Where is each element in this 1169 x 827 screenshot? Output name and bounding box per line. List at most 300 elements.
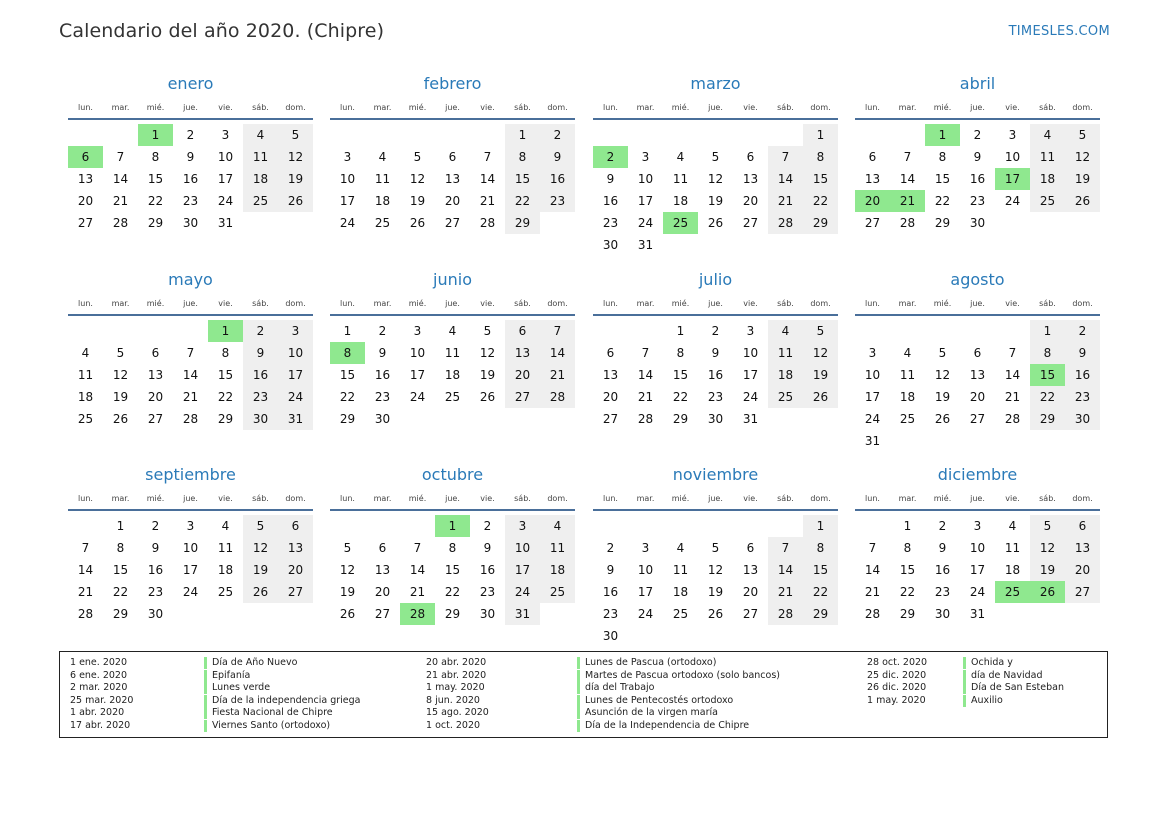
day-cell[interactable]: 25 [217,585,234,599]
day-cell[interactable]: 25 [243,190,278,212]
day-cell[interactable]: 28 [768,212,803,234]
day-cell[interactable]: 10 [409,346,426,360]
day-cell[interactable]: 30 [479,607,496,621]
day-cell[interactable]: 1 [435,515,470,537]
day-cell[interactable]: 17 [995,168,1030,190]
day-cell[interactable]: 14 [409,563,426,577]
day-cell[interactable]: 22 [672,390,689,404]
day-cell[interactable]: 15 [672,368,689,382]
day-cell[interactable]: 29 [147,216,164,230]
day-cell[interactable]: 22 [899,585,916,599]
day-cell[interactable]: 31 [505,603,540,625]
day-cell[interactable]: 6 [746,541,755,555]
day-cell[interactable]: 11 [444,346,461,360]
day-cell[interactable]: 12 [409,172,426,186]
day-cell[interactable]: 19 [707,194,724,208]
day-cell[interactable]: 20 [855,190,890,212]
day-cell[interactable]: 27 [444,216,461,230]
day-cell[interactable]: 20 [742,585,759,599]
day-cell[interactable]: 25 [1030,190,1065,212]
day-cell[interactable]: 15 [803,559,838,581]
day-cell[interactable]: 18 [217,563,234,577]
day-cell[interactable]: 23 [243,386,278,408]
day-cell[interactable]: 19 [409,194,426,208]
day-cell[interactable]: 15 [339,368,356,382]
day-cell[interactable]: 12 [1065,146,1100,168]
day-cell[interactable]: 28 [400,603,435,625]
day-cell[interactable]: 23 [147,585,164,599]
day-cell[interactable]: 5 [1030,515,1065,537]
day-cell[interactable]: 7 [641,346,650,360]
day-cell[interactable]: 21 [768,581,803,603]
day-cell[interactable]: 2 [483,519,492,533]
day-cell[interactable]: 7 [540,320,575,342]
day-cell[interactable]: 19 [243,559,278,581]
day-cell[interactable]: 24 [278,386,313,408]
day-cell[interactable]: 8 [903,541,912,555]
day-cell[interactable]: 20 [147,390,164,404]
day-cell[interactable]: 10 [505,537,540,559]
day-cell[interactable]: 14 [479,172,496,186]
day-cell[interactable]: 30 [602,238,619,252]
day-cell[interactable]: 28 [77,607,94,621]
day-cell[interactable]: 23 [182,194,199,208]
day-cell[interactable]: 17 [505,559,540,581]
day-cell[interactable]: 26 [243,581,278,603]
day-cell[interactable]: 1 [803,124,838,146]
day-cell[interactable]: 3 [868,346,877,360]
day-cell[interactable]: 16 [602,585,619,599]
day-cell[interactable]: 8 [448,541,457,555]
day-cell[interactable]: 23 [374,390,391,404]
day-cell[interactable]: 14 [1004,368,1021,382]
day-cell[interactable]: 27 [77,216,94,230]
day-cell[interactable]: 25 [374,216,391,230]
day-cell[interactable]: 4 [1030,124,1065,146]
day-cell[interactable]: 24 [505,581,540,603]
day-cell[interactable]: 10 [864,368,881,382]
day-cell[interactable]: 23 [1065,386,1100,408]
day-cell[interactable]: 5 [278,124,313,146]
day-cell[interactable]: 11 [217,541,234,555]
day-cell[interactable]: 22 [803,190,838,212]
day-cell[interactable]: 25 [672,607,689,621]
day-cell[interactable]: 19 [707,585,724,599]
day-cell[interactable]: 20 [1065,559,1100,581]
day-cell[interactable]: 13 [742,563,759,577]
day-cell[interactable]: 5 [413,150,422,164]
day-cell[interactable]: 5 [711,150,720,164]
day-cell[interactable]: 7 [81,541,90,555]
day-cell[interactable]: 8 [151,150,160,164]
day-cell[interactable]: 5 [243,515,278,537]
day-cell[interactable]: 4 [676,150,685,164]
day-cell[interactable]: 20 [374,585,391,599]
day-cell[interactable]: 6 [746,150,755,164]
day-cell[interactable]: 5 [116,346,125,360]
day-cell[interactable]: 8 [676,346,685,360]
day-cell[interactable]: 10 [742,346,759,360]
day-cell[interactable]: 5 [343,541,352,555]
day-cell[interactable]: 22 [803,581,838,603]
day-cell[interactable]: 22 [934,194,951,208]
day-cell[interactable]: 13 [374,563,391,577]
day-cell[interactable]: 23 [969,194,986,208]
day-cell[interactable]: 3 [186,519,195,533]
day-cell[interactable]: 9 [938,541,947,555]
day-cell[interactable]: 4 [676,541,685,555]
day-cell[interactable]: 13 [77,172,94,186]
day-cell[interactable]: 26 [479,390,496,404]
day-cell[interactable]: 11 [540,537,575,559]
day-cell[interactable]: 8 [116,541,125,555]
day-cell[interactable]: 28 [479,216,496,230]
day-cell[interactable]: 19 [479,368,496,382]
day-cell[interactable]: 26 [278,190,313,212]
day-cell[interactable]: 15 [505,168,540,190]
day-cell[interactable]: 9 [1065,342,1100,364]
day-cell[interactable]: 25 [540,581,575,603]
day-cell[interactable]: 25 [899,412,916,426]
day-cell[interactable]: 6 [868,150,877,164]
day-cell[interactable]: 30 [147,607,164,621]
day-cell[interactable]: 6 [378,541,387,555]
day-cell[interactable]: 21 [479,194,496,208]
day-cell[interactable]: 9 [606,172,615,186]
day-cell[interactable]: 10 [339,172,356,186]
day-cell[interactable]: 3 [641,150,650,164]
day-cell[interactable]: 28 [182,412,199,426]
day-cell[interactable]: 3 [278,320,313,342]
day-cell[interactable]: 30 [243,408,278,430]
day-cell[interactable]: 18 [374,194,391,208]
day-cell[interactable]: 7 [116,150,125,164]
day-cell[interactable]: 12 [112,368,129,382]
day-cell[interactable]: 4 [448,324,457,338]
day-cell[interactable]: 27 [969,412,986,426]
day-cell[interactable]: 19 [803,364,838,386]
day-cell[interactable]: 14 [637,368,654,382]
day-cell[interactable]: 21 [112,194,129,208]
day-cell[interactable]: 12 [243,537,278,559]
day-cell[interactable]: 19 [1065,168,1100,190]
day-cell[interactable]: 29 [803,603,838,625]
day-cell[interactable]: 1 [208,320,243,342]
day-cell[interactable]: 2 [938,519,947,533]
day-cell[interactable]: 8 [330,342,365,364]
day-cell[interactable]: 14 [768,168,803,190]
day-cell[interactable]: 9 [540,146,575,168]
day-cell[interactable]: 11 [672,563,689,577]
day-cell[interactable]: 10 [1004,150,1021,164]
day-cell[interactable]: 5 [803,320,838,342]
day-cell[interactable]: 20 [444,194,461,208]
day-cell[interactable]: 20 [969,390,986,404]
day-cell[interactable]: 3 [343,150,352,164]
day-cell[interactable]: 13 [969,368,986,382]
day-cell[interactable]: 9 [151,541,160,555]
day-cell[interactable]: 17 [217,172,234,186]
day-cell[interactable]: 3 [746,324,755,338]
day-cell[interactable]: 26 [707,607,724,621]
day-cell[interactable]: 11 [899,368,916,382]
day-cell[interactable]: 18 [243,168,278,190]
day-cell[interactable]: 16 [479,563,496,577]
day-cell[interactable]: 25 [444,390,461,404]
day-cell[interactable]: 29 [112,607,129,621]
day-cell[interactable]: 31 [742,412,759,426]
day-cell[interactable]: 23 [602,216,619,230]
day-cell[interactable]: 17 [278,364,313,386]
day-cell[interactable]: 16 [707,368,724,382]
day-cell[interactable]: 12 [707,563,724,577]
day-cell[interactable]: 14 [768,559,803,581]
day-cell[interactable]: 20 [505,364,540,386]
day-cell[interactable]: 22 [112,585,129,599]
day-cell[interactable]: 31 [278,408,313,430]
day-cell[interactable]: 29 [899,607,916,621]
day-cell[interactable]: 27 [742,216,759,230]
day-cell[interactable]: 16 [969,172,986,186]
day-cell[interactable]: 20 [77,194,94,208]
day-cell[interactable]: 18 [77,390,94,404]
day-cell[interactable]: 24 [864,412,881,426]
day-cell[interactable]: 2 [243,320,278,342]
day-cell[interactable]: 18 [768,364,803,386]
day-cell[interactable]: 2 [186,128,195,142]
day-cell[interactable]: 24 [1004,194,1021,208]
day-cell[interactable]: 28 [768,603,803,625]
day-cell[interactable]: 1 [138,124,173,146]
day-cell[interactable]: 13 [602,368,619,382]
day-cell[interactable]: 17 [864,390,881,404]
day-cell[interactable]: 4 [378,150,387,164]
day-cell[interactable]: 27 [147,412,164,426]
day-cell[interactable]: 21 [77,585,94,599]
day-cell[interactable]: 24 [637,607,654,621]
day-cell[interactable]: 19 [1030,559,1065,581]
day-cell[interactable]: 10 [637,563,654,577]
day-cell[interactable]: 5 [483,324,492,338]
day-cell[interactable]: 15 [934,172,951,186]
day-cell[interactable]: 22 [444,585,461,599]
day-cell[interactable]: 27 [602,412,619,426]
day-cell[interactable]: 30 [934,607,951,621]
day-cell[interactable]: 10 [969,541,986,555]
day-cell[interactable]: 1 [1030,320,1065,342]
day-cell[interactable]: 29 [444,607,461,621]
day-cell[interactable]: 29 [934,216,951,230]
day-cell[interactable]: 21 [1004,390,1021,404]
day-cell[interactable]: 9 [186,150,195,164]
day-cell[interactable]: 28 [540,386,575,408]
day-cell[interactable]: 8 [221,346,230,360]
day-cell[interactable]: 14 [112,172,129,186]
day-cell[interactable]: 14 [540,342,575,364]
day-cell[interactable]: 30 [182,216,199,230]
day-cell[interactable]: 26 [409,216,426,230]
day-cell[interactable]: 16 [243,364,278,386]
day-cell[interactable]: 3 [973,519,982,533]
day-cell[interactable]: 18 [540,559,575,581]
day-cell[interactable]: 20 [278,559,313,581]
day-cell[interactable]: 24 [637,216,654,230]
day-cell[interactable]: 19 [934,390,951,404]
day-cell[interactable]: 26 [1030,581,1065,603]
day-cell[interactable]: 6 [278,515,313,537]
day-cell[interactable]: 17 [339,194,356,208]
day-cell[interactable]: 12 [1030,537,1065,559]
day-cell[interactable]: 16 [374,368,391,382]
day-cell[interactable]: 28 [112,216,129,230]
day-cell[interactable]: 29 [339,412,356,426]
day-cell[interactable]: 2 [606,541,615,555]
day-cell[interactable]: 21 [637,390,654,404]
day-cell[interactable]: 6 [606,346,615,360]
day-cell[interactable]: 1 [925,124,960,146]
day-cell[interactable]: 21 [540,364,575,386]
day-cell[interactable]: 30 [1065,408,1100,430]
day-cell[interactable]: 30 [374,412,391,426]
day-cell[interactable]: 12 [803,342,838,364]
day-cell[interactable]: 7 [768,146,803,168]
day-cell[interactable]: 13 [444,172,461,186]
day-cell[interactable]: 1 [676,324,685,338]
day-cell[interactable]: 16 [147,563,164,577]
day-cell[interactable]: 4 [81,346,90,360]
brand-link[interactable]: TIMESLES.COM [1008,24,1110,39]
day-cell[interactable]: 5 [1065,124,1100,146]
day-cell[interactable]: 18 [899,390,916,404]
day-cell[interactable]: 11 [374,172,391,186]
day-cell[interactable]: 21 [864,585,881,599]
day-cell[interactable]: 2 [1065,320,1100,342]
day-cell[interactable]: 9 [243,342,278,364]
day-cell[interactable]: 7 [483,150,492,164]
day-cell[interactable]: 21 [409,585,426,599]
day-cell[interactable]: 9 [483,541,492,555]
day-cell[interactable]: 17 [409,368,426,382]
day-cell[interactable]: 27 [742,607,759,621]
day-cell[interactable]: 26 [112,412,129,426]
day-cell[interactable]: 6 [505,320,540,342]
day-cell[interactable]: 17 [637,585,654,599]
day-cell[interactable]: 13 [1065,537,1100,559]
day-cell[interactable]: 15 [112,563,129,577]
day-cell[interactable]: 21 [890,190,925,212]
day-cell[interactable]: 22 [505,190,540,212]
day-cell[interactable]: 29 [217,412,234,426]
day-cell[interactable]: 24 [969,585,986,599]
day-cell[interactable]: 16 [1065,364,1100,386]
day-cell[interactable]: 3 [221,128,230,142]
day-cell[interactable]: 13 [864,172,881,186]
day-cell[interactable]: 3 [505,515,540,537]
day-cell[interactable]: 15 [899,563,916,577]
day-cell[interactable]: 16 [934,563,951,577]
day-cell[interactable]: 29 [672,412,689,426]
day-cell[interactable]: 24 [339,216,356,230]
day-cell[interactable]: 4 [903,346,912,360]
day-cell[interactable]: 12 [278,146,313,168]
day-cell[interactable]: 29 [505,212,540,234]
day-cell[interactable]: 31 [217,216,234,230]
day-cell[interactable]: 13 [147,368,164,382]
day-cell[interactable]: 18 [672,585,689,599]
day-cell[interactable]: 17 [182,563,199,577]
day-cell[interactable]: 17 [969,563,986,577]
day-cell[interactable]: 12 [707,172,724,186]
day-cell[interactable]: 6 [1065,515,1100,537]
day-cell[interactable]: 25 [77,412,94,426]
day-cell[interactable]: 10 [278,342,313,364]
day-cell[interactable]: 15 [1030,364,1065,386]
day-cell[interactable]: 23 [602,607,619,621]
day-cell[interactable]: 9 [606,563,615,577]
day-cell[interactable]: 18 [1030,168,1065,190]
day-cell[interactable]: 11 [672,172,689,186]
day-cell[interactable]: 26 [707,216,724,230]
day-cell[interactable]: 24 [217,194,234,208]
day-cell[interactable]: 25 [663,212,698,234]
day-cell[interactable]: 23 [707,390,724,404]
day-cell[interactable]: 1 [505,124,540,146]
day-cell[interactable]: 21 [182,390,199,404]
day-cell[interactable]: 8 [803,537,838,559]
day-cell[interactable]: 16 [602,194,619,208]
day-cell[interactable]: 26 [803,386,838,408]
day-cell[interactable]: 8 [505,146,540,168]
day-cell[interactable]: 17 [637,194,654,208]
day-cell[interactable]: 11 [77,368,94,382]
day-cell[interactable]: 14 [899,172,916,186]
day-cell[interactable]: 13 [742,172,759,186]
day-cell[interactable]: 12 [339,563,356,577]
day-cell[interactable]: 2 [378,324,387,338]
day-cell[interactable]: 2 [593,146,628,168]
day-cell[interactable]: 31 [969,607,986,621]
day-cell[interactable]: 27 [864,216,881,230]
day-cell[interactable]: 28 [637,412,654,426]
day-cell[interactable]: 26 [934,412,951,426]
day-cell[interactable]: 24 [742,390,759,404]
day-cell[interactable]: 7 [1008,346,1017,360]
day-cell[interactable]: 24 [182,585,199,599]
day-cell[interactable]: 27 [278,581,313,603]
day-cell[interactable]: 20 [742,194,759,208]
day-cell[interactable]: 31 [637,238,654,252]
day-cell[interactable]: 3 [1008,128,1017,142]
day-cell[interactable]: 25 [768,386,803,408]
day-cell[interactable]: 1 [116,519,125,533]
day-cell[interactable]: 27 [1065,581,1100,603]
day-cell[interactable]: 11 [1004,541,1021,555]
day-cell[interactable]: 26 [339,607,356,621]
day-cell[interactable]: 29 [1030,408,1065,430]
day-cell[interactable]: 18 [672,194,689,208]
day-cell[interactable]: 13 [505,342,540,364]
day-cell[interactable]: 22 [147,194,164,208]
day-cell[interactable]: 19 [339,585,356,599]
day-cell[interactable]: 7 [413,541,422,555]
day-cell[interactable]: 1 [803,515,838,537]
day-cell[interactable]: 6 [68,146,103,168]
day-cell[interactable]: 7 [868,541,877,555]
day-cell[interactable]: 15 [217,368,234,382]
day-cell[interactable]: 7 [186,346,195,360]
day-cell[interactable]: 5 [711,541,720,555]
day-cell[interactable]: 15 [803,168,838,190]
